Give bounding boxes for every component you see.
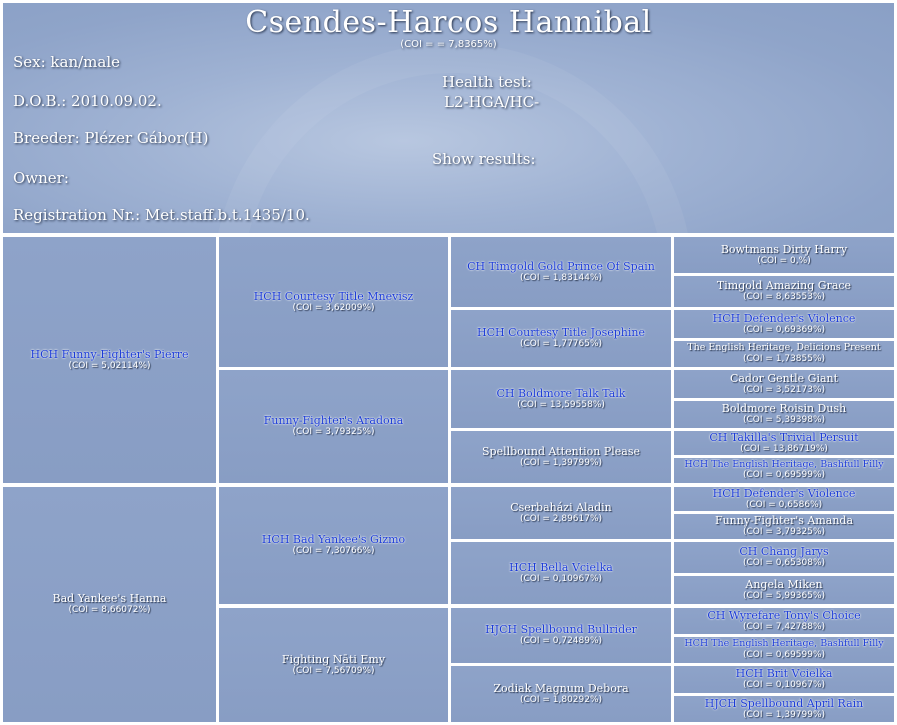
ancestor-cell-g4[interactable] [674, 608, 894, 634]
ancestor-coi: (COI = 0,69369%) [742, 324, 826, 335]
ancestor-cell-g2[interactable] [219, 370, 448, 483]
sire-coi: (COI = 5,02114%) [68, 360, 151, 371]
ancestor-coi: (COI = 1,77765%) [519, 339, 603, 350]
ancestor-name[interactable]: HJCH Spellbound April Rain [704, 696, 864, 710]
ancestor-cell-g4[interactable] [674, 696, 894, 722]
ancestor-name[interactable]: HCH The English Heritage, Bashfull Filly [684, 458, 884, 470]
ancestor-coi: (COI = 0,72489%) [519, 636, 603, 647]
ancestor-coi: (COI = 0,%) [757, 255, 811, 266]
ancestor-cell-g4[interactable] [674, 276, 894, 307]
dog-name-title: Csendes-Harcos Hannibal [245, 5, 652, 40]
ancestor-coi: (COI = 5,99365%) [742, 590, 826, 601]
ancestor-cell-g4[interactable] [674, 401, 894, 428]
ancestor-coi: (COI = 3,79325%) [292, 427, 375, 438]
ancestor-coi: (COI = 5,39398%) [742, 415, 826, 426]
ancestor-cell-g2[interactable] [219, 487, 448, 604]
ancestor-name[interactable]: HCH Defender's Violence [712, 311, 856, 325]
ancestor-coi: (COI = 13,86719%) [740, 443, 828, 454]
dam-cell[interactable] [3, 487, 216, 722]
sex-label: Sex: kan/male [13, 53, 121, 71]
ancestor-coi: (COI = 1,39799%) [519, 457, 603, 468]
breeder-label: Breeder: Plézer Gábor(H) [13, 129, 209, 147]
ancestor-cell-g3[interactable] [451, 608, 671, 663]
ancestor-cell-g4[interactable] [674, 458, 894, 483]
ancestor-coi: (COI = 3,62009%) [292, 302, 375, 313]
ancestor-name[interactable]: Spellbound Attention Please [482, 444, 640, 458]
health-test-value: L2-HGA/HC- [444, 93, 540, 111]
ancestor-coi: (COI = 7,56709%) [292, 665, 375, 676]
ancestor-name[interactable]: HCH Defender's Violence [712, 486, 856, 500]
ancestor-name[interactable]: Funny-Fighter's Aradona [263, 414, 404, 427]
ancestor-cell-g4[interactable] [674, 310, 894, 338]
ancestor-name[interactable]: Bowtmans Dirty Harry [720, 242, 848, 256]
ancestor-cell-g4[interactable] [674, 576, 894, 604]
ancestor-name[interactable]: CH Chang Jarys [739, 545, 829, 558]
ancestor-name[interactable]: HJCH Spellbound Bullrider [485, 623, 637, 636]
ancestor-cell-g4[interactable] [674, 666, 894, 693]
ancestor-cell-g3[interactable] [451, 237, 671, 307]
ancestor-cell-g4[interactable] [674, 487, 894, 511]
ancestor-cell-g3[interactable] [451, 310, 671, 367]
dam-coi: (COI = 8,66072%) [68, 605, 151, 616]
ancestor-cell-g4[interactable] [674, 514, 894, 539]
ancestor-name[interactable]: Cador Gentle Giant [729, 371, 839, 385]
ancestor-coi: (COI = 0,65308%) [742, 558, 826, 569]
ancestor-cell-g4[interactable] [674, 637, 894, 663]
ancestor-cell-g3[interactable] [451, 542, 671, 604]
ancestor-coi: (COI = 8,63553%) [742, 292, 826, 303]
ancestor-cell-g4[interactable] [674, 237, 894, 273]
ancestor-coi: (COI = 3,52173%) [742, 384, 826, 395]
ancestor-name[interactable]: Timgold Amazing Grace [716, 279, 852, 292]
ancestor-cell-g4[interactable] [674, 341, 894, 367]
ancestor-coi: (COI = 0,6586%) [745, 499, 823, 510]
ancestor-name[interactable]: CH Takilla's Trivial Persuit [709, 430, 859, 444]
ancestor-name[interactable]: HCH Courtesy Title Josephine [477, 326, 645, 339]
ancestor-name[interactable]: Boldmore Roisin Dush [721, 402, 847, 415]
ancestor-cell-g2[interactable] [219, 608, 448, 722]
ancestor-coi: (COI = 1,73855%) [742, 353, 826, 364]
ancestor-name[interactable]: HCH Brit Vcielka [735, 667, 833, 680]
sire-cell[interactable] [3, 237, 216, 483]
ancestor-name[interactable]: HCH Bella Vcielka [509, 560, 613, 574]
ancestor-name[interactable]: Zodiak Magnum Debora [493, 681, 629, 695]
ancestor-name[interactable]: HCH Bad Yankee's Gizmo [261, 533, 406, 546]
ancestor-name[interactable]: Cserbaházi Aladin [510, 500, 612, 514]
ancestor-coi: (COI = 1,80292%) [519, 694, 603, 705]
show-results-label: Show results: [432, 150, 536, 168]
ancestor-coi: (COI = 13,59558%) [517, 399, 605, 410]
ancestor-coi: (COI = 3,79325%) [742, 527, 826, 538]
ancestor-coi: (COI = 0,69599%) [742, 470, 826, 481]
ancestor-coi: (COI = 1,39799%) [742, 709, 826, 720]
ancestor-name[interactable]: Fighting Nāti Emy [281, 652, 386, 666]
ancestor-cell-g4[interactable] [674, 542, 894, 573]
ancestor-name[interactable]: HCH Courtesy Title Mnevisz [253, 289, 414, 303]
ancestor-name[interactable]: CH Timgold Gold Prince Of Spain [467, 259, 655, 273]
registration-label: Registration Nr.: Met.staff.b.t.1435/10. [13, 206, 310, 224]
ancestor-coi: (COI = 1,83144%) [519, 272, 603, 283]
ancestor-coi: (COI = 0,69599%) [742, 649, 826, 660]
ancestor-cell-g4[interactable] [674, 431, 894, 455]
ancestor-cell-g3[interactable] [451, 370, 671, 428]
owner-label: Owner: [13, 169, 69, 187]
dob-label: D.O.B.: 2010.09.02. [13, 92, 162, 110]
ancestor-cell-g3[interactable] [451, 487, 671, 539]
ancestor-coi: (COI = 2,89617%) [519, 513, 603, 524]
dam-name[interactable]: Bad Yankee's Hanna [52, 592, 167, 605]
sire-name[interactable]: HCH Funny-Fighter's Pierre [30, 347, 189, 361]
ancestor-name[interactable]: CH Wyrefare Tony's Choice [707, 608, 861, 622]
dog-header [3, 3, 894, 233]
ancestor-cell-g4[interactable] [674, 370, 894, 398]
ancestor-coi: (COI = 7,30766%) [292, 546, 375, 557]
ancestor-coi: (COI = 0,10967%) [519, 573, 603, 584]
ancestor-name[interactable]: Funny-Fighter's Amanda [714, 514, 854, 527]
ancestor-cell-g3[interactable] [451, 431, 671, 483]
ancestor-name[interactable]: HCH The English Heritage, Bashfull Filly [684, 638, 884, 650]
ancestor-name[interactable]: CH Boldmore Talk Talk [496, 386, 626, 400]
ancestor-name[interactable]: The English Heritage, Delicions Present [687, 342, 881, 354]
ancestor-coi: (COI = 0,10967%) [742, 680, 826, 691]
dog-coi: (COI = = 7,8365%) [400, 39, 497, 50]
ancestor-cell-g2[interactable] [219, 237, 448, 367]
ancestor-name[interactable]: Angela Miken [745, 577, 823, 591]
health-test-label: Health test: [442, 73, 532, 91]
ancestor-coi: (COI = 7,42788%) [742, 621, 826, 632]
ancestor-cell-g3[interactable] [451, 666, 671, 722]
